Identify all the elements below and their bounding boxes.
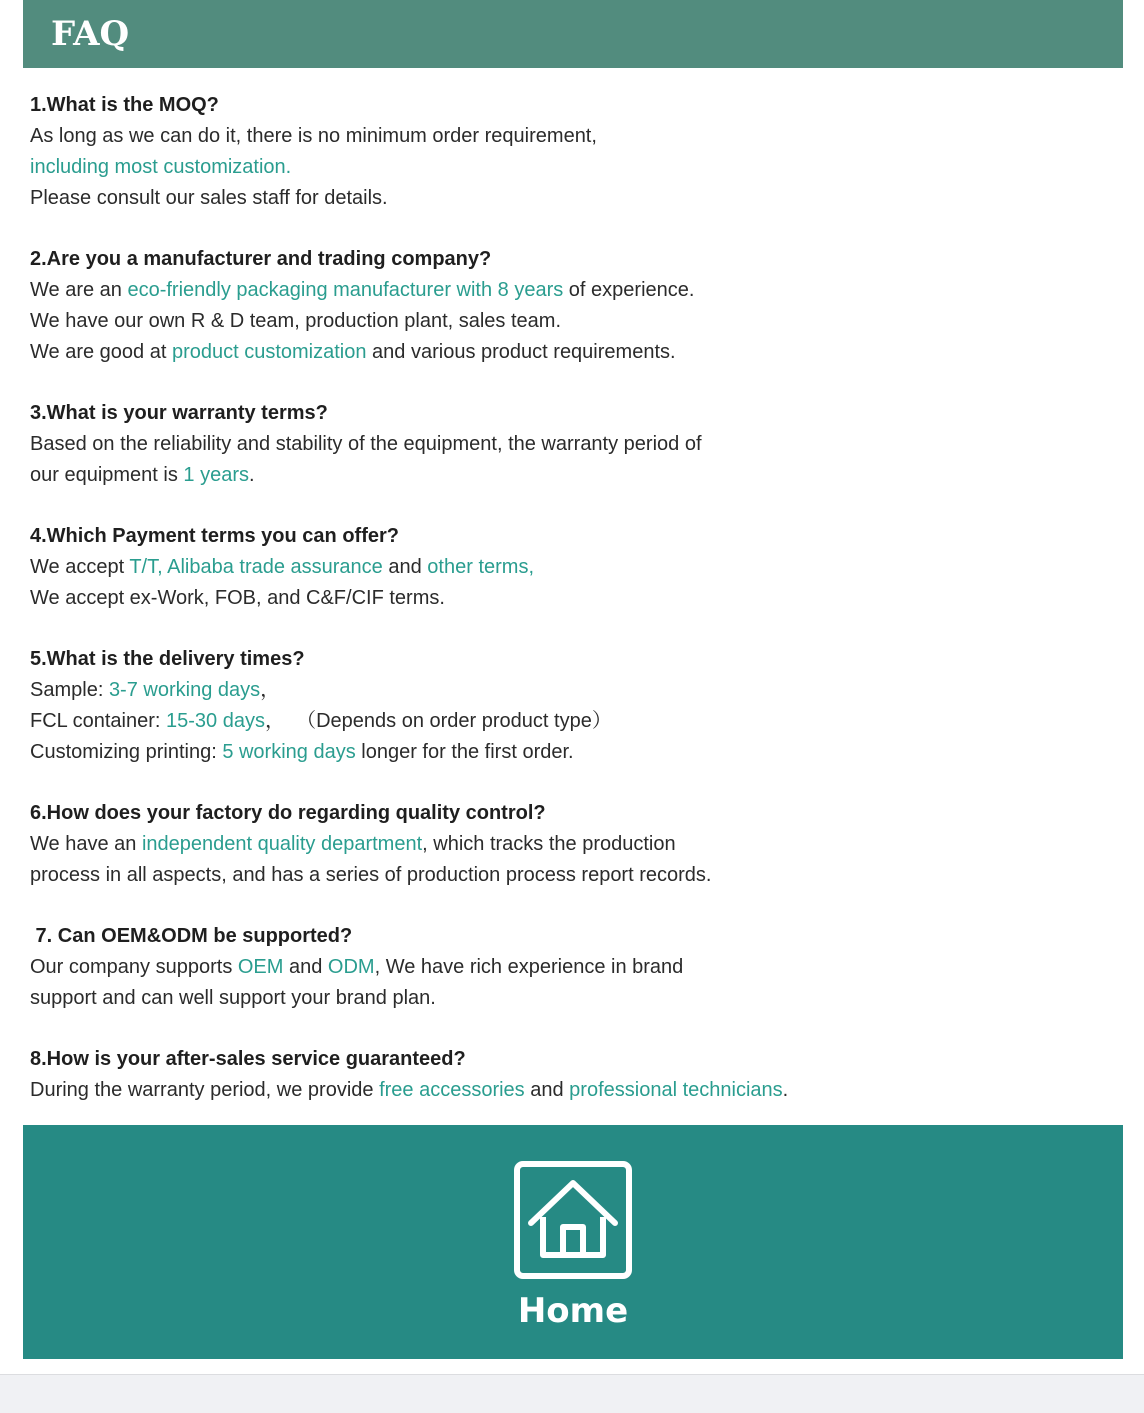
answer-text: longer for the first order.	[355, 741, 574, 763]
faq-answer-line	[30, 337, 1110, 368]
faq-answer-line	[30, 860, 1110, 891]
faq-answer-line	[30, 306, 1110, 337]
faq-answer-line	[30, 552, 1110, 583]
faq-answer-line	[30, 275, 1110, 306]
faq-question: 4.Which Payment terms you can offer?	[30, 525, 399, 547]
faq-header	[23, 0, 1123, 68]
faq-list	[30, 90, 1110, 1136]
answer-text: , which tracks the production	[422, 833, 676, 855]
highlighted-text: other terms,	[427, 556, 534, 578]
answer-text: Customizing printing:	[30, 741, 223, 763]
answer-text: FCL container:	[30, 710, 166, 732]
faq-item	[30, 798, 1110, 891]
faq-item	[30, 644, 1110, 768]
faq-answer-line	[30, 983, 1110, 1014]
answer-text: We have an	[30, 833, 142, 855]
faq-item	[30, 398, 1110, 491]
page-title: FAQ	[51, 14, 130, 54]
highlighted-text: T/T, Alibaba trade assurance	[129, 556, 383, 578]
answer-text: and	[382, 556, 428, 578]
faq-item	[30, 1044, 1110, 1106]
answer-text: Please consult our sales staff for details.	[30, 187, 388, 209]
answer-text: ， （Depends on order product type）	[264, 710, 612, 732]
answer-text: As long as we can do it, there is no minimum order requirement,	[30, 125, 597, 147]
answer-text: ，	[260, 679, 281, 701]
answer-text: .	[782, 1079, 789, 1101]
faq-answer-line	[30, 829, 1110, 860]
answer-text: We accept ex-Work, FOB, and C&F/CIF terms.	[30, 587, 445, 609]
highlighted-text: professional technicians	[569, 1079, 783, 1101]
highlighted-text: eco-friendly packaging manufacturer with 8 years	[127, 279, 564, 301]
answer-text: support and can well support your brand plan.	[30, 987, 436, 1009]
highlighted-text: 3-7 working days	[108, 679, 261, 701]
faq-question: 3.What is your warranty terms?	[30, 402, 328, 424]
highlighted-text: OEM	[237, 956, 284, 978]
faq-answer-line	[30, 952, 1110, 983]
faq-answer-line	[30, 152, 1110, 183]
faq-item	[30, 244, 1110, 368]
page-footer-bar	[0, 1374, 1144, 1413]
highlighted-text: ODM	[327, 956, 375, 978]
highlighted-text: including most customization.	[30, 156, 292, 178]
answer-text: and	[524, 1079, 570, 1101]
answer-text: .	[249, 464, 255, 486]
faq-answer-line	[30, 583, 1110, 614]
house-icon	[514, 1161, 632, 1279]
faq-answer-line	[30, 429, 1110, 460]
answer-text: We have our own R & D team, production plant, sales team.	[30, 310, 562, 332]
answer-text: process in all aspects, and has a series of production process report records.	[30, 864, 712, 886]
home-button[interactable]	[23, 1125, 1123, 1359]
faq-item	[30, 921, 1110, 1014]
answer-text: Based on the reliability and stability of the equipment, the warranty period of	[30, 433, 702, 455]
faq-answer-line	[30, 183, 1110, 214]
answer-text: of experience.	[563, 279, 695, 301]
faq-question: 2.Are you a manufacturer and trading company?	[30, 248, 492, 270]
faq-item	[30, 521, 1110, 614]
answer-text: We are good at	[30, 341, 172, 363]
faq-question: 6.How does your factory do regarding quality control?	[30, 802, 546, 824]
faq-answer-line	[30, 121, 1110, 152]
highlighted-text: product customization	[171, 341, 367, 363]
answer-text: Sample:	[30, 679, 109, 701]
highlighted-text: 5 working days	[222, 741, 356, 763]
highlighted-text: 15-30 days	[166, 710, 265, 732]
faq-answer-line	[30, 460, 1110, 491]
answer-text: and various product requirements.	[366, 341, 676, 363]
answer-text: Our company supports	[30, 956, 238, 978]
answer-text: We accept	[30, 556, 130, 578]
answer-text: and	[283, 956, 328, 978]
highlighted-text: independent quality department	[141, 833, 423, 855]
answer-text: We are an	[30, 279, 128, 301]
faq-answer-line	[30, 675, 1110, 706]
faq-question: 5.What is the delivery times?	[30, 648, 305, 670]
faq-answer-line	[30, 737, 1110, 768]
faq-question: 8.How is your after-sales service guaranteed?	[30, 1048, 466, 1070]
highlighted-text: free accessories	[379, 1079, 525, 1101]
answer-text: , We have rich experience in brand	[374, 956, 684, 978]
faq-answer-line	[30, 1075, 1110, 1106]
faq-question: 1.What is the MOQ?	[30, 94, 219, 116]
faq-answer-line	[30, 706, 1110, 737]
answer-text: During the warranty period, we provide	[30, 1079, 380, 1101]
highlighted-text: 1 years	[183, 464, 250, 486]
faq-question: 7. Can OEM&ODM be supported?	[30, 925, 353, 947]
answer-text: our equipment is	[30, 464, 184, 486]
faq-item	[30, 90, 1110, 214]
home-label: Home	[517, 1291, 629, 1331]
